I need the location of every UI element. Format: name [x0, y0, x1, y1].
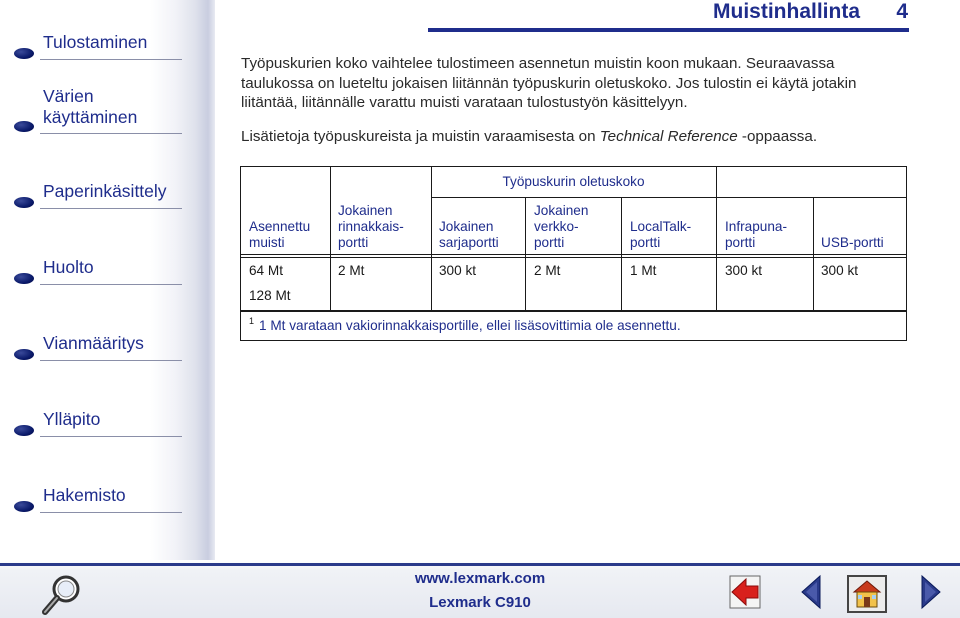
- magnifier-icon[interactable]: [40, 572, 86, 616]
- footnote-mark: 1: [249, 316, 255, 326]
- column-header-usb: [821, 203, 884, 251]
- text-line: taulukossa on lueteltu jokaisen liitännän työpuskurin oletuskoko. Jos tulostin ei käytä jotakin: [241, 74, 857, 92]
- header-line: [821, 203, 884, 219]
- footer-model: Lexmark C910: [429, 594, 531, 611]
- header-line: Asennettu: [249, 219, 311, 234]
- buffer-size-table: [240, 166, 907, 341]
- bullet-icon: [14, 197, 34, 208]
- text-segment: -oppaassa.: [737, 128, 818, 145]
- next-page-icon[interactable]: [920, 574, 942, 610]
- header-line: portti: [534, 235, 565, 250]
- header-line: [249, 203, 310, 219]
- footer-divider: [0, 563, 960, 566]
- footer-url[interactable]: www.lexmark.com: [414, 570, 546, 587]
- sidebar-item-yllapito[interactable]: [0, 409, 182, 439]
- header-line: [821, 219, 884, 235]
- bullet-icon: [14, 121, 34, 132]
- sidebar: [0, 0, 215, 560]
- table-footnote-rule: [241, 310, 906, 312]
- column-divider: [813, 197, 814, 310]
- table-cell: 300 kt: [439, 263, 477, 278]
- back-arrow-icon[interactable]: [728, 574, 762, 610]
- column-divider: [716, 167, 717, 310]
- reference-paragraph: [241, 127, 921, 147]
- header-line: [439, 203, 499, 219]
- sidebar-item-label: Ylläpito: [43, 409, 101, 429]
- column-divider: [330, 167, 331, 310]
- table-cell: 300 kt: [725, 263, 763, 278]
- column-header-sarjaportti: [439, 203, 499, 251]
- divider: [40, 360, 182, 361]
- sidebar-item-label: käyttäminen: [43, 107, 138, 127]
- bullet-icon: [14, 273, 34, 284]
- page-number: 4: [896, 0, 908, 23]
- sidebar-item-varien-kayttaminen[interactable]: [0, 86, 182, 136]
- sidebar-item-tulostaminen[interactable]: [0, 32, 182, 62]
- home-icon[interactable]: [846, 572, 888, 614]
- header-line: USB-portti: [821, 235, 884, 250]
- column-header-asennettu-muisti: [249, 203, 310, 251]
- header-line: rinnakkais-: [338, 219, 404, 234]
- divider: [40, 512, 182, 513]
- header-line: [725, 203, 787, 219]
- table-cell: 2 Mt: [338, 263, 365, 278]
- sidebar-item-label: Vianmääritys: [43, 333, 144, 353]
- table-header-rule: [241, 254, 906, 258]
- table-cell: 1 Mt: [630, 263, 657, 278]
- sidebar-item-hakemisto[interactable]: [0, 485, 182, 515]
- header-line: portti: [725, 235, 756, 250]
- reference-title: Technical Reference: [599, 128, 738, 145]
- divider: [40, 436, 182, 437]
- sidebar-item-label: Värien: [43, 86, 94, 106]
- bullet-icon: [14, 425, 34, 436]
- column-divider: [621, 197, 622, 310]
- divider: [40, 284, 182, 285]
- footnote-text: 1 Mt varataan vakiorinnakkaisportille, ellei lisäsovittimia ole asennettu.: [259, 318, 681, 333]
- header-divider: [428, 28, 909, 32]
- header-line: portti: [630, 235, 661, 250]
- text-line: Työpuskurien koko vaihtelee tulostimeen asennetun muistin koon mukaan. Seuraavassa: [241, 55, 835, 72]
- table-cell: 2 Mt: [534, 263, 561, 278]
- sidebar-item-huolto[interactable]: [0, 257, 182, 287]
- table-cell: 128 Mt: [249, 288, 291, 303]
- page-title: Muistinhallinta: [713, 0, 860, 23]
- group-header: Työpuskurin oletuskoko: [502, 174, 645, 189]
- bullet-icon: [14, 48, 34, 59]
- text-segment: Lisätietoja työpuskureista ja muistin varaamisesta on: [241, 128, 600, 145]
- sidebar-item-vianmaaritys[interactable]: [0, 333, 182, 363]
- divider: [40, 59, 182, 60]
- bullet-icon: [14, 501, 34, 512]
- column-header-verkkoportti: [534, 203, 588, 251]
- text-line: liitäntää, liitännälle varattu muisti varataan tulostustyön käsittelyyn.: [241, 94, 688, 111]
- header-line: portti: [338, 235, 369, 250]
- header-line: Jokainen: [439, 219, 494, 234]
- sidebar-item-label: Paperinkäsittely: [43, 181, 167, 201]
- header-line: LocalTalk-: [630, 219, 692, 234]
- table-rule: [431, 197, 906, 198]
- header-line: sarjaportti: [439, 235, 499, 250]
- header-line: [630, 203, 691, 219]
- header-line: Jokainen: [534, 203, 589, 218]
- table-cell: 300 kt: [821, 263, 859, 278]
- header-line: muisti: [249, 235, 285, 250]
- previous-page-icon[interactable]: [800, 574, 822, 610]
- divider: [40, 208, 182, 209]
- column-header-localtalk: [630, 203, 691, 251]
- intro-paragraph: [241, 54, 921, 113]
- sidebar-item-label: Hakemisto: [43, 485, 126, 505]
- sidebar-item-label: Tulostaminen: [43, 32, 148, 52]
- sidebar-item-label: Huolto: [43, 257, 94, 277]
- column-divider: [525, 197, 526, 310]
- sidebar-item-paperinkasittely[interactable]: [0, 181, 182, 211]
- divider: [40, 133, 182, 134]
- bullet-icon: [14, 349, 34, 360]
- header-line: verkko-: [534, 219, 579, 234]
- header-line: Jokainen: [338, 203, 393, 218]
- table-cell: 64 Mt: [249, 263, 283, 278]
- column-header-rinnakkaisportti: [338, 203, 404, 251]
- column-header-infrapuna: [725, 203, 787, 251]
- header-line: Infrapuna-: [725, 219, 787, 234]
